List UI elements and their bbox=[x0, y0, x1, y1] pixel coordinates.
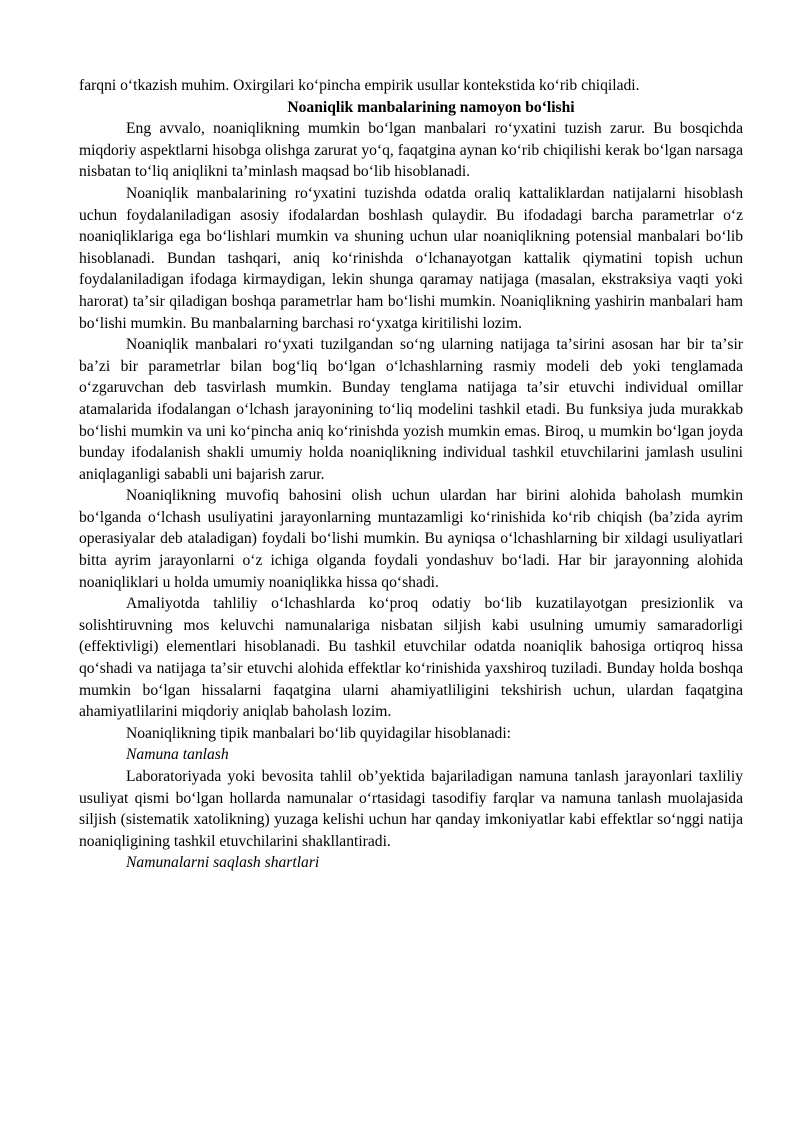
subsection-title-sampling: Namuna tanlash bbox=[126, 746, 229, 764]
subsection-paragraph-sampling: Laboratoriyada yoki bevosita tahlil obʼyektida bajariladigan namuna tanlash jarayonlari taxliliy usuliyat qismi boʻlgan hollarda namunalar oʻrtasidagi tasodifiy farqlar va namuna tanlash muolajasida siljish (sistematik xatolikning) yuzaga kelishi uchun har qanday imkoniyatlar kabi effektlar soʻnggi natija noaniqligining tashkil etuvchilarini shakllantiradi. bbox=[79, 768, 743, 850]
continuation-paragraph: farqni oʻtkazish muhim. Oxirgilari koʻpincha empirik usullar kontekstida koʻrib chiqiladi. bbox=[79, 77, 640, 94]
section-title: Noaniqlik manbalarining namoyon boʻlishi bbox=[287, 98, 575, 116]
paragraph-6: Noaniqlikning tipik manbalari boʻlib quyidagilar hisoblanadi: bbox=[126, 724, 512, 742]
paragraph-2: Noaniqlik manbalarining roʻyxatini tuzishda odatda oraliq kattaliklardan natijalarni hisoblash uchun foydalaniladigan asosiy ifodalardan boshlash qulaydir. Bu ifodadagi barcha parametrlar oʻz noaniqliklariga ega boʻlishlari mumkin va shuning uchun ular noaniqlikning potensial manbalari boʻlib hisoblanadi. Bundan tashqari, aniq koʻrinishda oʻlchanayotgan kattalik qiymatini topish uchun foydalaniladigan ifodaga kirmaydigan, lekin shunga qaramay natijaga (masalan, ekstraksiya vaqti yoki harorat) taʼsir qiladigan boshqa parametrlar ham boʻlishi mumkin. Noaniqlikning yashirin manbalari ham boʻlishi mumkin. Bu manbalarning barchasi roʻyxatga kiritilishi lozim. bbox=[79, 184, 743, 332]
document-page bbox=[79, 75, 743, 874]
paragraph-3: Noaniqlik manbalari roʻyxati tuzilgandan soʻng ularning natijaga taʼsirini asosan har bir taʼsir baʼzi bir parametrlar bilan bogʻliq boʻlgan oʻlchashlarning rasmiy modeli deb yoki tenglamada oʻzgaruvchan deb tasvirlash mumkin. Bunday tenglama natijaga taʼsir etuvchi individual omillar atamalarida ifodalangan oʻlchash jarayonining toʻliq modelini tashkil etadi. Bu funksiya juda murakkab boʻlishi mumkin va uni koʻpincha aniq koʻrinishda yozish mumkin emas. Biroq, u mumkin boʻlgan joyda bunday ifodalanish shakli umumiy holda noaniqlikning individual tashkil etuvchilarini jamlash usulini aniqlaganligi sababli uni bajarish zarur. bbox=[79, 336, 743, 483]
paragraph-5: Amaliyotda tahliliy oʻlchashlarda koʻproq odatiy boʻlib kuzatilayotgan presizionlik va solishtiruvning mos keluvchi namunalariga nisbatan siljish kabi usulning umumiy samaradorligi (effektivligi) elementlari hisoblanadi. Bu tashkil etuvchilar odatda noaniqlik bahosiga ortiqroq hissa qoʻshadi va natijaga taʼsir etuvchi alohida effektlar koʻrinishida yaxshiroq tuziladi. Bunday holda boshqa mumkin boʻlgan hissalarni faqatgina ularni ahamiyatliligini tekshirish uchun, ulardan faqatgina ahamiyatlilarini miqdoriy aniqlab baholash lozim. bbox=[79, 595, 743, 721]
paragraph-4: Noaniqlikning muvofiq bahosini olish uchun ulardan har birini alohida baholash mumkin boʻlganda oʻlchash usuliyatini jarayonlarning muntazamligi koʻrinishida koʻrib chiqish (baʼzida ayrim operasiyalar deb ataladigan) foydali boʻlishi mumkin. Bu ayniqsa oʻlchashlarning bir xildagi usuliyatlari bitta ayrim jarayonlarni oʻz ichiga olganda foydali yondashuv boʻladi. Har bir jarayonning alohida noaniqliklari u holda umumiy noaniqlikka hissa qoʻshadi. bbox=[79, 487, 743, 591]
paragraph-1: Eng avvalo, noaniqlikning mumkin boʻlgan manbalari roʻyxatini tuzish zarur. Bu bosqichda miqdoriy aspektlarni hisobga olishga zarurat yoʻq, faqatgina aynan koʻrib chiqilishi kerak boʻlgan narsaga nisbatan toʻliq aniqlikni taʼminlash maqsad boʻlib hisoblanadi. bbox=[79, 120, 743, 181]
subsection-title-storage: Namunalarni saqlash shartlari bbox=[126, 854, 320, 872]
